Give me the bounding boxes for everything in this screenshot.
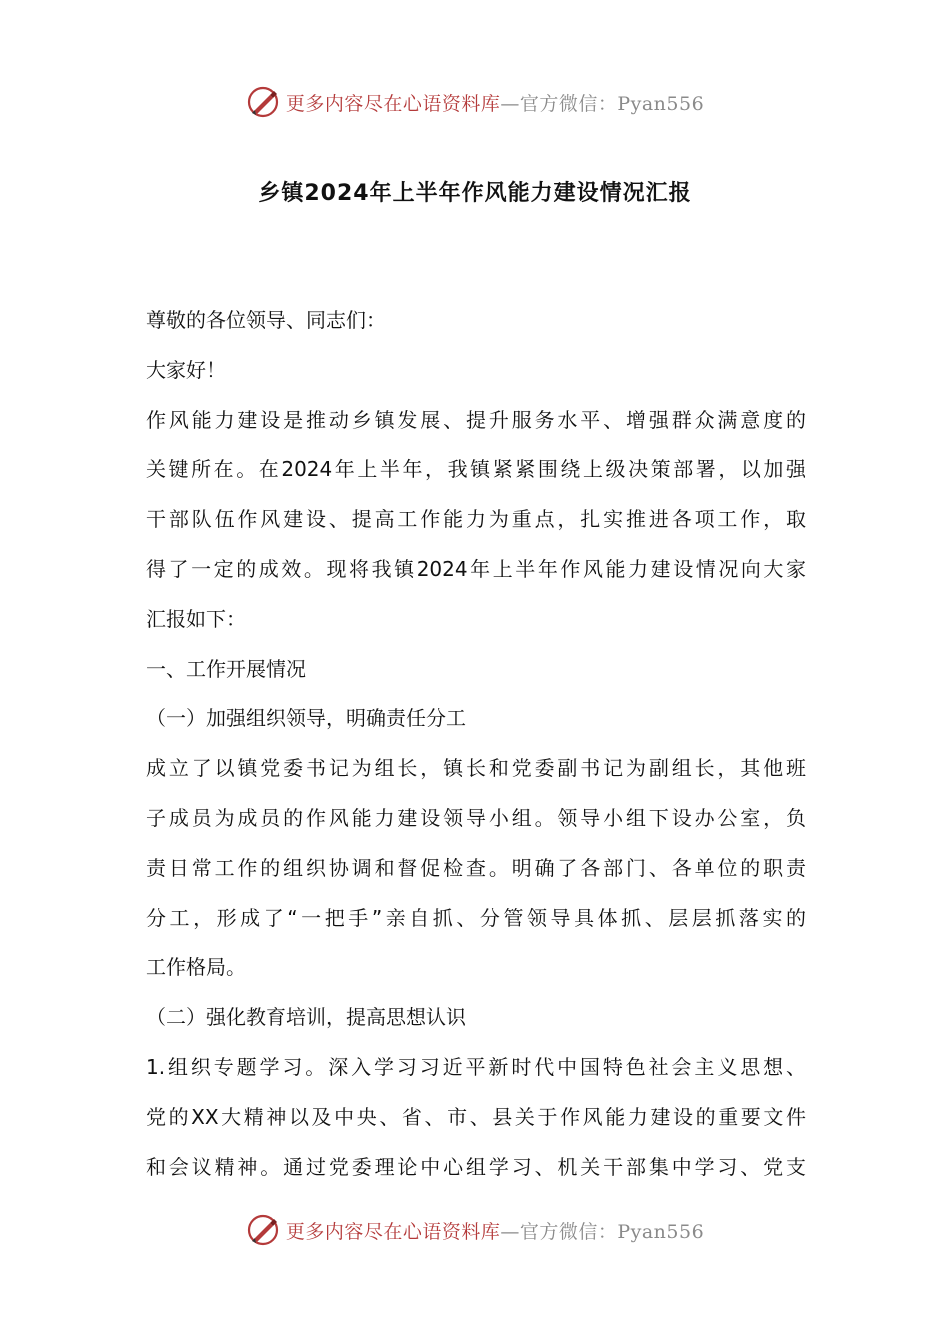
subsection-heading: （二）强化教育培训，提高思想认识 bbox=[146, 1005, 466, 1030]
paragraph-line: 分工，形成了“一把手”亲自抓、分管领导具体抓、层层抓落实的 bbox=[146, 905, 806, 930]
paragraph-line: 成立了以镇党委书记为组长，镇长和党委副书记为副组长，其他班 bbox=[146, 756, 806, 781]
document-title: 乡镇2024年上半年作风能力建设情况汇报 bbox=[258, 181, 692, 206]
greeting-line: 大家好！ bbox=[146, 357, 226, 382]
paragraph-line: 干部队伍作风建设、提高工作能力为重点，扎实推进各项工作，取 bbox=[146, 507, 806, 532]
pen-logo-icon bbox=[246, 85, 280, 119]
paragraph-line: 汇报如下： bbox=[146, 606, 246, 631]
watermark-text-gray: —官方微信：Pyan556 bbox=[500, 92, 705, 115]
pen-logo-icon bbox=[246, 1213, 280, 1247]
watermark-text bbox=[286, 1217, 704, 1244]
paragraph-line: 得了一定的成效。现将我镇2024年上半年作风能力建设情况向大家 bbox=[146, 556, 806, 581]
watermark-text-red: 更多内容尽在心语资料库 bbox=[285, 92, 501, 115]
paragraph-line: 关键所在。在2024年上半年，我镇紧紧围绕上级决策部署，以加强 bbox=[146, 457, 806, 482]
watermark-text bbox=[286, 89, 704, 116]
subsection-heading: （一）加强组织领导，明确责任分工 bbox=[146, 706, 466, 731]
section-heading: 一、工作开展情况 bbox=[146, 656, 306, 681]
paragraph-line: 党的XX大精神以及中央、省、市、县关于作风能力建设的重要文件 bbox=[146, 1104, 806, 1129]
paragraph-line: 责日常工作的组织协调和督促检查。明确了各部门、各单位的职责 bbox=[146, 855, 806, 880]
watermark-header bbox=[0, 80, 950, 124]
watermark-text-red: 更多内容尽在心语资料库 bbox=[285, 1220, 501, 1243]
document-body bbox=[146, 296, 806, 1192]
paragraph-line: 和会议精神。通过党委理论中心组学习、机关干部集中学习、党支 bbox=[146, 1154, 806, 1179]
paragraph-line: 作风能力建设是推动乡镇发展、提升服务水平、增强群众满意度的 bbox=[146, 407, 806, 432]
paragraph-line: 1.组织专题学习。深入学习习近平新时代中国特色社会主义思想、 bbox=[146, 1054, 806, 1079]
paragraph-line: 工作格局。 bbox=[146, 955, 246, 980]
salutation-line: 尊敬的各位领导、同志们： bbox=[146, 308, 386, 332]
paragraph-line: 子成员为成员的作风能力建设领导小组。领导小组下设办公室，负 bbox=[146, 805, 806, 830]
watermark-footer bbox=[0, 1208, 950, 1252]
watermark-text-gray: —官方微信：Pyan556 bbox=[500, 1220, 705, 1243]
